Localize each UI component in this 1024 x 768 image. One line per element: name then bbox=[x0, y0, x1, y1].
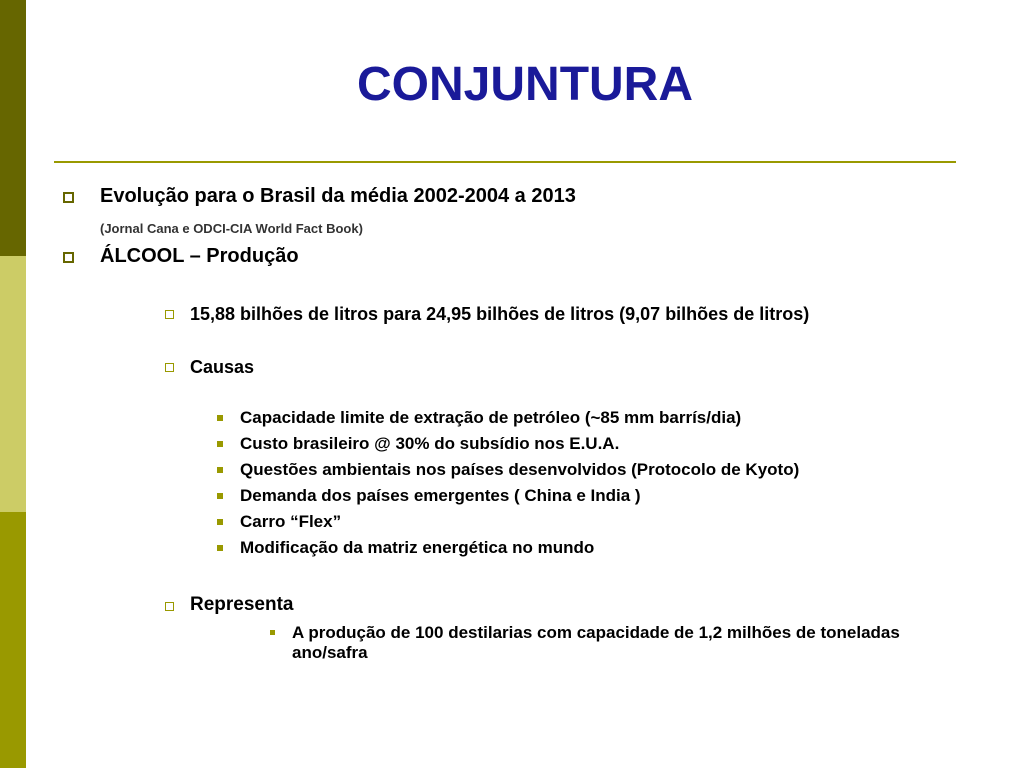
cause-item: Custo brasileiro @ 30% do subsídio nos E.U.A. bbox=[240, 434, 620, 453]
bullet-production-volume: 15,88 bilhões de litros para 24,95 bilhões de litros (9,07 bilhões de litros) bbox=[190, 304, 810, 324]
square-bullet-icon bbox=[217, 415, 223, 421]
square-bullet-icon bbox=[217, 493, 223, 499]
sidebar-band-dark bbox=[0, 0, 26, 256]
box-bullet-icon bbox=[165, 363, 174, 372]
representa-detail: A produção de 100 destilarias com capacidade de 1,2 milhões de toneladas ano/safra bbox=[292, 623, 900, 662]
square-bullet-icon bbox=[217, 519, 223, 525]
decorative-sidebar bbox=[0, 0, 26, 768]
slide-title: CONJUNTURA bbox=[357, 58, 693, 111]
cause-item: Modificação da matriz energética no mundo bbox=[240, 538, 595, 557]
bullet-causas: Causas bbox=[190, 357, 255, 377]
cause-item: Carro “Flex” bbox=[240, 512, 342, 531]
square-bullet-icon bbox=[217, 545, 223, 551]
bullet-representa: Representa bbox=[190, 594, 294, 615]
source-citation: (Jornal Cana e ODCI-CIA World Fact Book) bbox=[100, 221, 363, 236]
sidebar-band-light bbox=[0, 256, 26, 512]
bullet-alcool-producao: ÁLCOOL – Produção bbox=[100, 245, 299, 267]
box-bullet-icon bbox=[165, 310, 174, 319]
sidebar-band-mid bbox=[0, 512, 26, 768]
square-bullet-icon bbox=[270, 630, 275, 635]
box-bullet-icon bbox=[63, 192, 74, 203]
box-bullet-icon bbox=[63, 252, 74, 263]
bullet-evolucao: Evolução para o Brasil da média 2002-2004 a 2013 bbox=[100, 185, 576, 207]
cause-item: Capacidade limite de extração de petróleo (~85 mm barrís/dia) bbox=[240, 408, 742, 427]
cause-item: Demanda dos países emergentes ( China e India ) bbox=[240, 486, 641, 505]
square-bullet-icon bbox=[217, 441, 223, 447]
title-divider bbox=[54, 161, 956, 163]
cause-item: Questões ambientais nos países desenvolvidos (Protocolo de Kyoto) bbox=[240, 460, 800, 479]
box-bullet-icon bbox=[165, 602, 174, 611]
square-bullet-icon bbox=[217, 467, 223, 473]
